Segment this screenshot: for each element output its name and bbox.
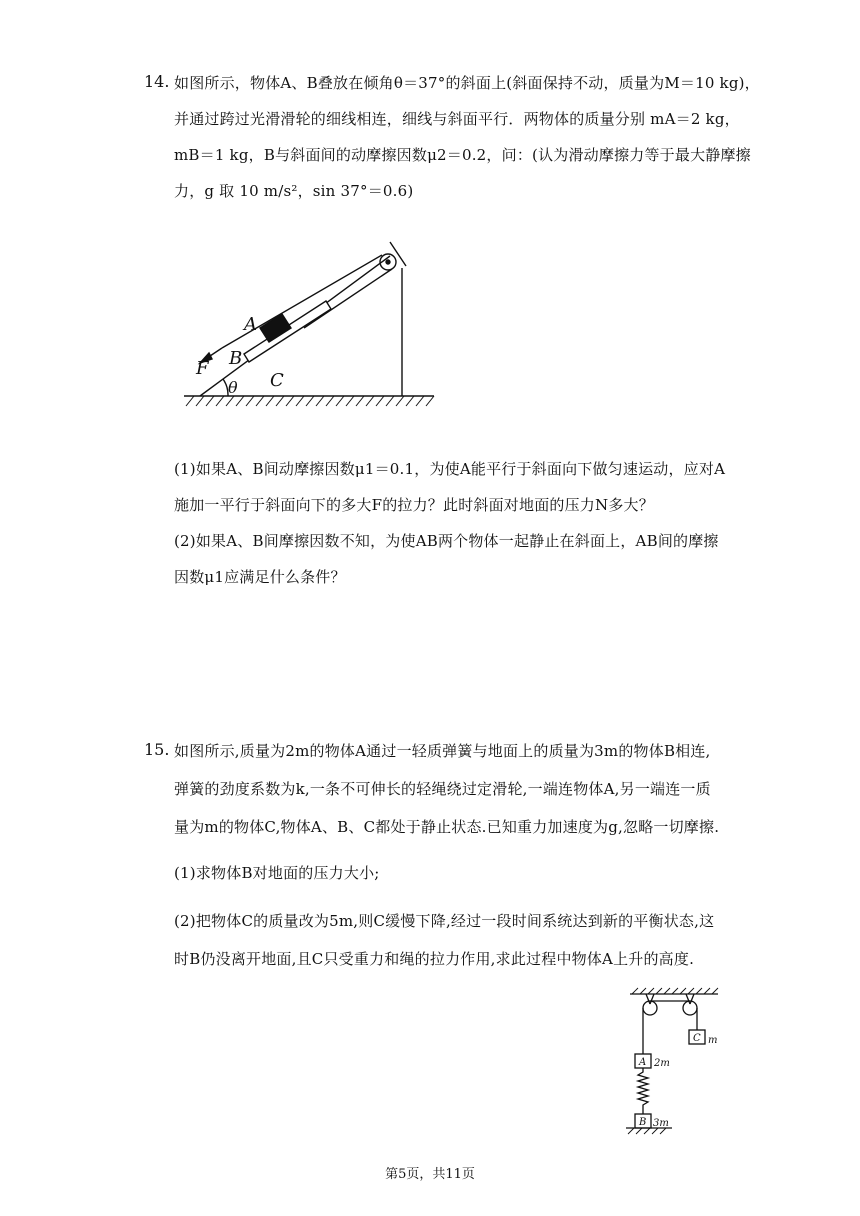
- q14-sub2-line-2: 因数μ1应满足什么条件？: [174, 568, 346, 586]
- question-15-number: 15.: [144, 740, 170, 759]
- pulley-spring-figure: [622, 986, 732, 1136]
- q14-sub1-line-2: 施加一平行于斜面向下的多大F的拉力？此时斜面对地面的压力N多大？: [174, 496, 654, 514]
- label-C-mass: m: [708, 1035, 718, 1046]
- label-B-mass: 3m: [653, 1118, 669, 1129]
- label-C: C: [693, 1033, 701, 1044]
- page-footer: 第5页，共11页: [385, 1167, 475, 1182]
- q14-line-2: 并通过跨过光滑滑轮的细线相连，细线与斜面平行．两物体的质量分别 mA＝2 kg，: [174, 110, 740, 128]
- label-A: A: [639, 1057, 647, 1068]
- incline-figure: [178, 228, 448, 418]
- q14-line-1: 如图所示，物体A、B叠放在倾角θ＝37°的斜面上(斜面保持不动，质量为M＝10 kg)，: [174, 74, 760, 92]
- q14-line-3: mB＝1 kg，B与斜面间的动摩擦因数μ2＝0.2，问：(认为滑动摩擦力等于最大静摩擦: [174, 146, 751, 164]
- q15-line-1: 如图所示,质量为2m的物体A通过一轻质弹簧与地面上的质量为3m的物体B相连,: [174, 742, 711, 760]
- q15-sub2-line-1: (2)把物体C的质量改为5m,则C缓慢下降,经过一段时间系统达到新的平衡状态,这: [174, 912, 715, 930]
- q14-sub2-line-1: (2)如果A、B间摩擦因数不知，为使AB两个物体一起静止在斜面上，AB间的摩擦: [174, 532, 719, 550]
- q15-sub1: (1)求物体B对地面的压力大小;: [174, 864, 380, 882]
- label-C: C: [270, 370, 284, 391]
- label-theta: θ: [228, 378, 238, 397]
- q15-line-3: 量为m的物体C,物体A、B、C都处于静止状态.已知重力加速度为g,忽略一切摩擦.: [174, 818, 720, 836]
- q14-line-4: 力，g 取 10 m/s²，sin 37°＝0.6): [174, 182, 414, 200]
- question-14-number: 14.: [144, 72, 170, 91]
- q14-sub1-line-1: (1)如果A、B间动摩擦因数μ1＝0.1，为使A能平行于斜面向下做匀速运动，应对A: [174, 460, 726, 478]
- q15-line-2: 弹簧的劲度系数为k,一条不可伸长的轻绳绕过定滑轮,一端连物体A,另一端连一质: [174, 780, 711, 798]
- label-A-mass: 2m: [654, 1058, 670, 1069]
- label-A: A: [244, 314, 257, 335]
- label-B: B: [639, 1117, 647, 1128]
- label-B: B: [229, 348, 243, 369]
- q15-sub2-line-2: 时B仍没离开地面,且C只受重力和绳的拉力作用,求此过程中物体A上升的高度.: [174, 950, 695, 968]
- label-F: F: [196, 358, 209, 379]
